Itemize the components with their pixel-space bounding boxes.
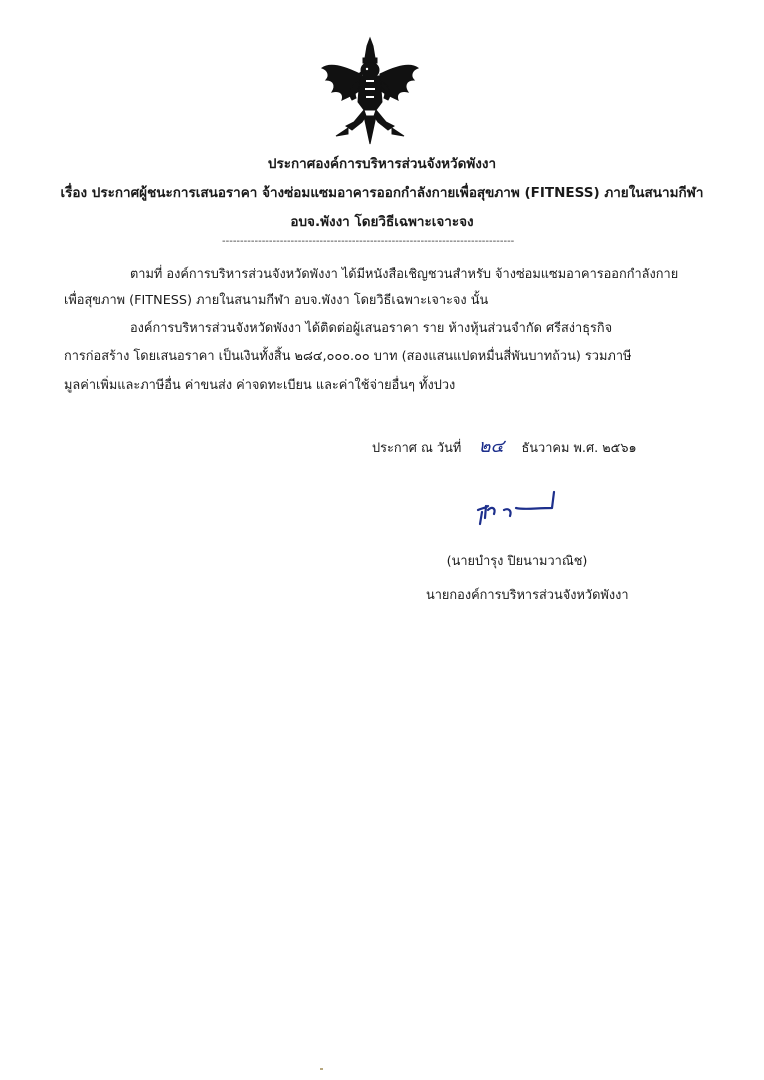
body-paragraph-2-line-2: การก่อสร้าง โดยเสนอราคา เป็นเงินทั้งสิ้น ๒๘๔,๐๐๐.๐๐ บาท (สองแสนแปดหมื่นสี่พันบาทถ้วน) รวมภาษี	[64, 349, 632, 364]
body-paragraph-2-line-3: มูลค่าเพิ่มและภาษีอื่น ค่าขนส่ง ค่าจดทะเบียน และค่าใช้จ่ายอื่นๆ ทั้งปวง	[64, 378, 456, 393]
handwritten-signature	[472, 486, 564, 528]
announcement-date	[372, 431, 637, 460]
announcement-subject: เรื่อง ประกาศผู้ชนะการเสนอราคา จ้างซ่อมแซมอาคารออกกำลังกายเพื่อสุขภาพ (FITNESS) ภายในสนามกีฬา	[60, 185, 704, 201]
divider-line: ---------------------------------------------------------------------------------	[222, 236, 515, 247]
announcement-title: ประกาศองค์การบริหารส่วนจังหวัดพังงา	[267, 156, 497, 172]
date-day-handwritten: ๒๔	[478, 436, 505, 457]
body-paragraph-2-line-1: องค์การบริหารส่วนจังหวัดพังงา ได้ติดต่อผู้เสนอราคา ราย ห้างหุ้นส่วนจำกัด ศรีสง่าธุรกิจ	[130, 321, 613, 336]
signer-name: (นายบำรุง ปิยนามวาณิช)	[446, 554, 588, 569]
announcement-subject-cont: อบจ.พังงา โดยวิธีเฉพาะเจาะจง	[290, 214, 474, 230]
signer-position: นายกองค์การบริหารส่วนจังหวัดพังงา	[426, 588, 629, 603]
body-paragraph-1-line-1: ตามที่ องค์การบริหารส่วนจังหวัดพังงา ได้มีหนังสือเชิญชวนสำหรับ จ้างซ่อมแซมอาคารออกกำลังกาย	[130, 267, 679, 282]
signer-name-wrap	[0, 550, 764, 571]
paper-speck	[320, 1068, 323, 1070]
date-month-year: ธันวาคม พ.ศ. ๒๕๖๑	[521, 441, 637, 456]
body-paragraph-1-line-2: เพื่อสุขภาพ (FITNESS) ภายในสนามกีฬา อบจ.พังงา โดยวิธีเฉพาะเจาะจง นั้น	[64, 293, 489, 308]
date-prefix: ประกาศ ณ วันที่	[372, 441, 462, 456]
garuda-emblem-icon	[318, 36, 422, 148]
